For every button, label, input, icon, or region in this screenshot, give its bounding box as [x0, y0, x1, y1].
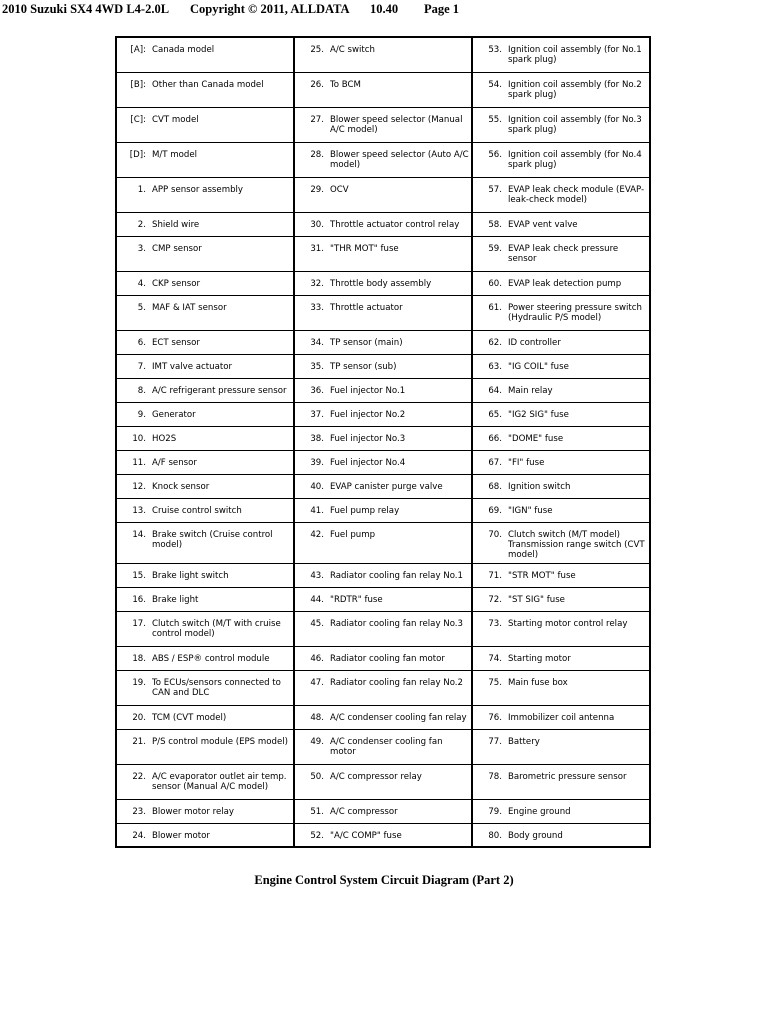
- legend-item-description: EVAP leak check module (EVAP-leak-check model): [507, 177, 650, 212]
- legend-item-number: 2.: [116, 212, 151, 236]
- legend-item-number: 36.: [294, 378, 329, 402]
- legend-item-number: 24.: [116, 823, 151, 847]
- legend-item-description: Fuel injector No.4: [329, 450, 472, 474]
- legend-item-number: 47.: [294, 670, 329, 705]
- legend-item-number: 28.: [294, 142, 329, 177]
- legend-item-description: Brake light switch: [151, 563, 294, 587]
- legend-item-number: 58.: [472, 212, 507, 236]
- legend-item-number: 76.: [472, 705, 507, 729]
- legend-item-number: 77.: [472, 729, 507, 764]
- legend-item-description: Shield wire: [151, 212, 294, 236]
- legend-item-description: TP sensor (sub): [329, 354, 472, 378]
- legend-item-description: Clutch switch (M/T with cruise control model): [151, 611, 294, 646]
- legend-item-number: 62.: [472, 330, 507, 354]
- legend-item-number: 19.: [116, 670, 151, 705]
- legend-item-description: Main relay: [507, 378, 650, 402]
- legend-item-number: 67.: [472, 450, 507, 474]
- legend-item-number: 56.: [472, 142, 507, 177]
- legend-row: [116, 426, 650, 450]
- legend-item-description: EVAP leak check pressure sensor: [507, 236, 650, 271]
- legend-item-number: 22.: [116, 764, 151, 799]
- legend-item-number: 45.: [294, 611, 329, 646]
- legend-item-description: Ignition coil assembly (for No.1 spark plug): [507, 37, 650, 72]
- legend-row: [116, 378, 650, 402]
- legend-item-number: 69.: [472, 498, 507, 522]
- legend-item-number: 33.: [294, 295, 329, 330]
- legend-item-number: [A]:: [116, 37, 151, 72]
- legend-row: [116, 587, 650, 611]
- legend-item-description: A/C condenser cooling fan motor: [329, 729, 472, 764]
- legend-item-number: 63.: [472, 354, 507, 378]
- legend-item-number: 53.: [472, 37, 507, 72]
- legend-item-description: ECT sensor: [151, 330, 294, 354]
- legend-item-number: 16.: [116, 587, 151, 611]
- page-number: Page 1: [424, 2, 460, 16]
- legend-row: [116, 764, 650, 799]
- legend-row: [116, 354, 650, 378]
- legend-row: [116, 142, 650, 177]
- legend-table-body: [116, 37, 650, 847]
- legend-item-description: Knock sensor: [151, 474, 294, 498]
- legend-row: [116, 402, 650, 426]
- legend-item-description: Generator: [151, 402, 294, 426]
- legend-item-number: 11.: [116, 450, 151, 474]
- legend-item-description: Brake light: [151, 587, 294, 611]
- legend-item-number: 21.: [116, 729, 151, 764]
- legend-item-description: EVAP canister purge valve: [329, 474, 472, 498]
- legend-item-description: Other than Canada model: [151, 72, 294, 107]
- legend-item-description: Blower motor relay: [151, 799, 294, 823]
- legend-row: [116, 72, 650, 107]
- legend-item-number: 18.: [116, 646, 151, 670]
- legend-item-description: Radiator cooling fan relay No.1: [329, 563, 472, 587]
- legend-item-description: IMT valve actuator: [151, 354, 294, 378]
- legend-item-description: Main fuse box: [507, 670, 650, 705]
- legend-item-description: Radiator cooling fan motor: [329, 646, 472, 670]
- legend-item-description: "ST SIG" fuse: [507, 587, 650, 611]
- legend-item-number: 10.: [116, 426, 151, 450]
- legend-item-number: 80.: [472, 823, 507, 847]
- legend-item-number: 55.: [472, 107, 507, 142]
- legend-item-number: 37.: [294, 402, 329, 426]
- copyright-notice: Copyright © 2011, ALLDATA: [190, 2, 350, 16]
- legend-item-description: Canada model: [151, 37, 294, 72]
- legend-item-number: 52.: [294, 823, 329, 847]
- legend-item-number: 13.: [116, 498, 151, 522]
- legend-item-description: A/C compressor: [329, 799, 472, 823]
- legend-row: [116, 107, 650, 142]
- legend-item-description: Power steering pressure switch (Hydraulic P/S model): [507, 295, 650, 330]
- legend-table: [115, 36, 651, 848]
- legend-item-number: 15.: [116, 563, 151, 587]
- legend-item-description: Blower motor: [151, 823, 294, 847]
- legend-item-description: "IGN" fuse: [507, 498, 650, 522]
- legend-item-description: CMP sensor: [151, 236, 294, 271]
- legend-item-number: 70.: [472, 522, 507, 563]
- legend-item-description: Barometric pressure sensor: [507, 764, 650, 799]
- legend-item-number: 38.: [294, 426, 329, 450]
- legend-item-description: Engine ground: [507, 799, 650, 823]
- legend-item-number: 59.: [472, 236, 507, 271]
- legend-item-number: 46.: [294, 646, 329, 670]
- legend-item-number: 74.: [472, 646, 507, 670]
- legend-item-number: 25.: [294, 37, 329, 72]
- legend-item-description: A/C compressor relay: [329, 764, 472, 799]
- legend-row: [116, 705, 650, 729]
- legend-item-description: CKP sensor: [151, 271, 294, 295]
- legend-item-description: ID controller: [507, 330, 650, 354]
- legend-item-description: APP sensor assembly: [151, 177, 294, 212]
- legend-item-description: "DOME" fuse: [507, 426, 650, 450]
- legend-item-number: 54.: [472, 72, 507, 107]
- legend-row: [116, 330, 650, 354]
- legend-item-number: 9.: [116, 402, 151, 426]
- legend-item-number: 32.: [294, 271, 329, 295]
- legend-item-number: 29.: [294, 177, 329, 212]
- legend-item-description: M/T model: [151, 142, 294, 177]
- legend-item-description: Ignition coil assembly (for No.2 spark plug): [507, 72, 650, 107]
- legend-item-number: 27.: [294, 107, 329, 142]
- legend-item-description: Brake switch (Cruise control model): [151, 522, 294, 563]
- legend-item-number: 17.: [116, 611, 151, 646]
- legend-row: [116, 670, 650, 705]
- legend-row: [116, 474, 650, 498]
- legend-item-number: 1.: [116, 177, 151, 212]
- legend-item-number: 34.: [294, 330, 329, 354]
- legend-item-number: 48.: [294, 705, 329, 729]
- legend-item-number: 39.: [294, 450, 329, 474]
- legend-item-description: A/C condenser cooling fan relay: [329, 705, 472, 729]
- legend-item-description: P/S control module (EPS model): [151, 729, 294, 764]
- legend-item-description: "IG2 SIG" fuse: [507, 402, 650, 426]
- legend-item-number: 31.: [294, 236, 329, 271]
- legend-item-description: To ECUs/sensors connected to CAN and DLC: [151, 670, 294, 705]
- legend-item-description: Fuel injector No.1: [329, 378, 472, 402]
- legend-item-description: Cruise control switch: [151, 498, 294, 522]
- legend-item-description: EVAP vent valve: [507, 212, 650, 236]
- legend-item-number: [B]:: [116, 72, 151, 107]
- legend-item-number: 65.: [472, 402, 507, 426]
- legend-item-description: Blower speed selector (Auto A/C model): [329, 142, 472, 177]
- legend-item-number: 20.: [116, 705, 151, 729]
- legend-row: [116, 271, 650, 295]
- legend-item-description: "THR MOT" fuse: [329, 236, 472, 271]
- legend-item-number: 75.: [472, 670, 507, 705]
- legend-item-description: Immobilizer coil antenna: [507, 705, 650, 729]
- legend-item-description: Starting motor control relay: [507, 611, 650, 646]
- legend-row: [116, 611, 650, 646]
- legend-item-number: [C]:: [116, 107, 151, 142]
- legend-item-description: A/C evaporator outlet air temp. sensor (Manual A/C model): [151, 764, 294, 799]
- legend-row: [116, 295, 650, 330]
- legend-item-number: 8.: [116, 378, 151, 402]
- legend-row: [116, 563, 650, 587]
- legend-item-description: OCV: [329, 177, 472, 212]
- legend-item-number: 61.: [472, 295, 507, 330]
- legend-item-description: Starting motor: [507, 646, 650, 670]
- legend-item-number: 79.: [472, 799, 507, 823]
- legend-item-number: 30.: [294, 212, 329, 236]
- legend-row: [116, 498, 650, 522]
- legend-item-number: 71.: [472, 563, 507, 587]
- legend-item-number: 68.: [472, 474, 507, 498]
- legend-row: [116, 236, 650, 271]
- legend-item-description: CVT model: [151, 107, 294, 142]
- legend-item-number: 35.: [294, 354, 329, 378]
- legend-item-number: 49.: [294, 729, 329, 764]
- legend-item-description: "RDTR" fuse: [329, 587, 472, 611]
- legend-item-description: Throttle actuator control relay: [329, 212, 472, 236]
- legend-item-description: ABS / ESP® control module: [151, 646, 294, 670]
- legend-item-description: Radiator cooling fan relay No.2: [329, 670, 472, 705]
- legend-item-description: Ignition switch: [507, 474, 650, 498]
- legend-item-description: Fuel injector No.2: [329, 402, 472, 426]
- legend-item-description: A/F sensor: [151, 450, 294, 474]
- legend-item-number: 12.: [116, 474, 151, 498]
- legend-row: [116, 823, 650, 847]
- legend-item-description: Ignition coil assembly (for No.4 spark plug): [507, 142, 650, 177]
- legend-item-description: Fuel injector No.3: [329, 426, 472, 450]
- legend-item-number: 40.: [294, 474, 329, 498]
- legend-item-description: Throttle body assembly: [329, 271, 472, 295]
- legend-row: [116, 177, 650, 212]
- legend-item-description: Throttle actuator: [329, 295, 472, 330]
- legend-item-description: To BCM: [329, 72, 472, 107]
- legend-item-description: Battery: [507, 729, 650, 764]
- legend-item-number: 64.: [472, 378, 507, 402]
- legend-item-number: 50.: [294, 764, 329, 799]
- legend-item-description: "IG COIL" fuse: [507, 354, 650, 378]
- legend-item-description: Body ground: [507, 823, 650, 847]
- legend-row: [116, 37, 650, 72]
- legend-item-number: [D]:: [116, 142, 151, 177]
- legend-item-description: HO2S: [151, 426, 294, 450]
- legend-item-description: Radiator cooling fan relay No.3: [329, 611, 472, 646]
- legend-item-number: 57.: [472, 177, 507, 212]
- legend-item-number: 73.: [472, 611, 507, 646]
- legend-item-number: 42.: [294, 522, 329, 563]
- legend-item-description: Ignition coil assembly (for No.3 spark plug): [507, 107, 650, 142]
- legend-item-description: Fuel pump: [329, 522, 472, 563]
- legend-row: [116, 450, 650, 474]
- legend-item-number: 5.: [116, 295, 151, 330]
- legend-row: [116, 212, 650, 236]
- legend-item-number: 6.: [116, 330, 151, 354]
- legend-item-number: 60.: [472, 271, 507, 295]
- legend-item-number: 14.: [116, 522, 151, 563]
- legend-item-description: "A/C COMP" fuse: [329, 823, 472, 847]
- legend-item-description: Blower speed selector (Manual A/C model): [329, 107, 472, 142]
- legend-item-description: EVAP leak detection pump: [507, 271, 650, 295]
- legend-item-number: 7.: [116, 354, 151, 378]
- legend-item-number: 3.: [116, 236, 151, 271]
- figure-caption: Engine Control System Circuit Diagram (Part 2): [254, 873, 514, 887]
- version-number: 10.40: [370, 2, 399, 16]
- legend-row: [116, 799, 650, 823]
- legend-row: [116, 729, 650, 764]
- legend-item-number: 41.: [294, 498, 329, 522]
- legend-row: [116, 646, 650, 670]
- legend-item-description: A/C refrigerant pressure sensor: [151, 378, 294, 402]
- legend-item-description: A/C switch: [329, 37, 472, 72]
- legend-item-number: 51.: [294, 799, 329, 823]
- legend-item-description: MAF & IAT sensor: [151, 295, 294, 330]
- legend-item-number: 26.: [294, 72, 329, 107]
- legend-item-description: Clutch switch (M/T model) Transmission range switch (CVT model): [507, 522, 650, 563]
- legend-item-number: 72.: [472, 587, 507, 611]
- legend-item-number: 23.: [116, 799, 151, 823]
- legend-item-number: 4.: [116, 271, 151, 295]
- legend-item-description: "STR MOT" fuse: [507, 563, 650, 587]
- legend-item-description: TP sensor (main): [329, 330, 472, 354]
- legend-item-number: 44.: [294, 587, 329, 611]
- legend-item-description: TCM (CVT model): [151, 705, 294, 729]
- legend-row: [116, 522, 650, 563]
- legend-item-description: Fuel pump relay: [329, 498, 472, 522]
- legend-item-number: 43.: [294, 563, 329, 587]
- legend-item-number: 78.: [472, 764, 507, 799]
- document-title: 2010 Suzuki SX4 4WD L4-2.0L: [2, 2, 170, 16]
- legend-item-number: 66.: [472, 426, 507, 450]
- legend-item-description: "FI" fuse: [507, 450, 650, 474]
